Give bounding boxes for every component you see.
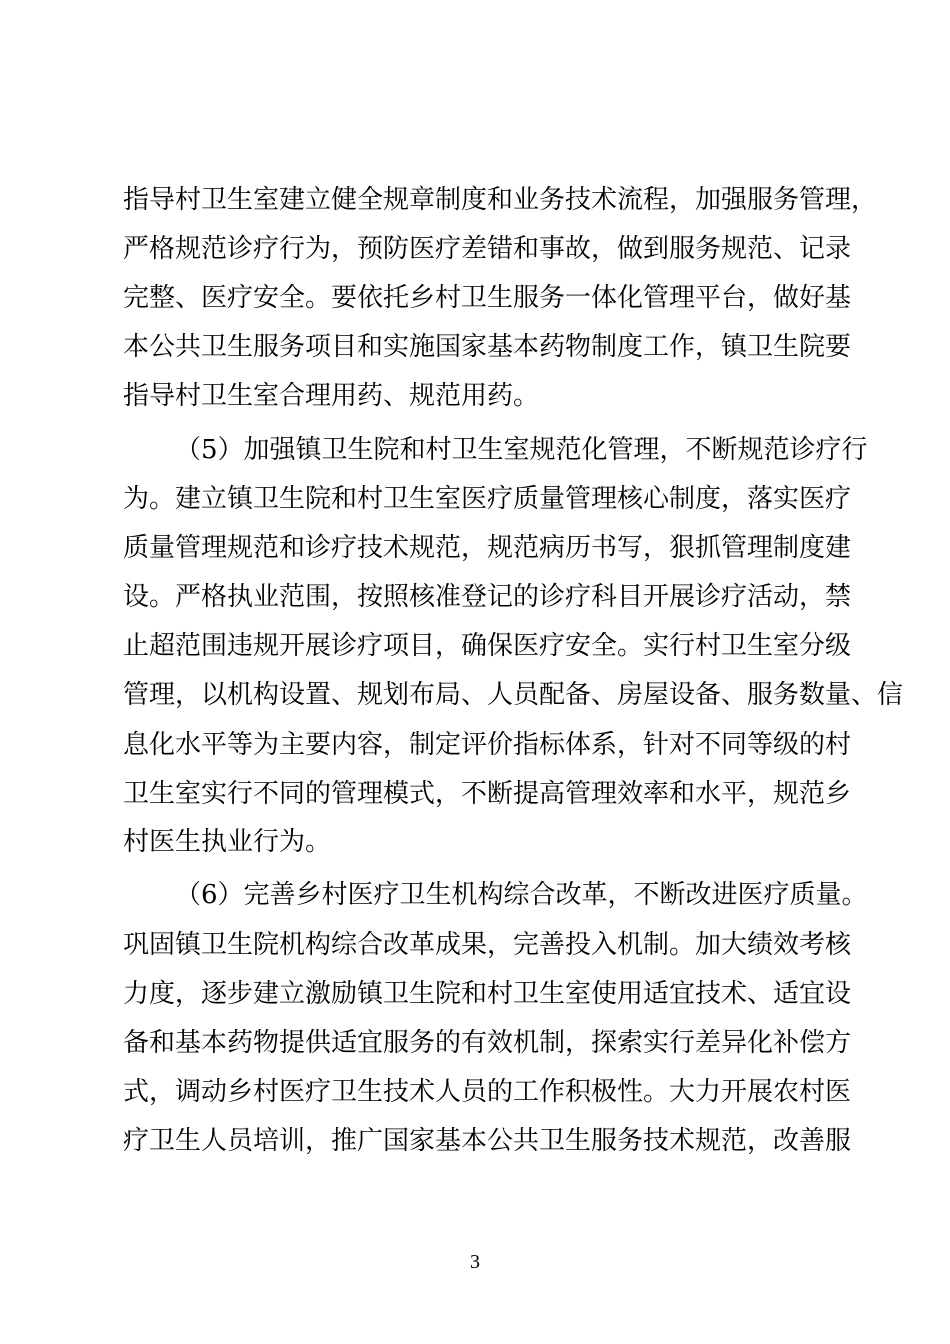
paragraph-line: 式，调动乡村医疗卫生技术人员的工作积极性。大力开展农村医: [123, 1077, 852, 1107]
paragraph-line: 设。严格执业范围，按照核准登记的诊疗科目开展诊疗活动，禁: [123, 582, 852, 612]
paragraph-line: 指导村卫生室合理用药、规范用药。: [123, 381, 540, 411]
paragraph-line: 卫生室实行不同的管理模式，不断提高管理效率和水平，规范乡: [123, 779, 852, 809]
paragraph-line: 村医生执业行为。: [123, 827, 332, 857]
paragraph-line: 备和基本药物提供适宜服务的有效机制，探索实行差异化补偿方: [123, 1028, 852, 1058]
paragraph-line: 质量管理规范和诊疗技术规范，规范病历书写，狠抓管理制度建: [123, 533, 852, 563]
paragraph-line: 管理，以机构设置、规划布局、人员配备、房屋设备、服务数量、信: [123, 680, 904, 710]
paragraph-line: （6）完善乡村医疗卫生机构综合改革，不断改进医疗质量。: [175, 880, 868, 910]
paragraph-line: 疗卫生人员培训，推广国家基本公共卫生服务技术规范，改善服: [123, 1126, 852, 1156]
paragraph-line: 止超范围违规开展诊疗项目，确保医疗安全。实行村卫生室分级: [123, 631, 852, 661]
page-number: 3: [470, 1251, 480, 1273]
paragraph-line: 指导村卫生室建立健全规章制度和业务技术流程，加强服务管理，: [123, 185, 878, 215]
paragraph-line: 严格规范诊疗行为，预防医疗差错和事故，做到服务规范、记录: [123, 234, 852, 264]
paragraph-line: 为。建立镇卫生院和村卫生室医疗质量管理核心制度，落实医疗: [123, 484, 852, 514]
paragraph-line: 巩固镇卫生院机构综合改革成果，完善投入机制。加大绩效考核: [123, 930, 852, 960]
paragraph-line: （5）加强镇卫生院和村卫生室规范化管理，不断规范诊疗行: [175, 435, 868, 465]
paragraph-line: 完整、医疗安全。要依托乡村卫生服务一体化管理平台，做好基: [123, 283, 852, 313]
paragraph-line: 息化水平等为主要内容，制定评价指标体系，针对不同等级的村: [123, 730, 852, 760]
paragraph-line: 力度，逐步建立激励镇卫生院和村卫生室使用适宜技术、适宜设: [123, 979, 852, 1009]
paragraph-line: 本公共卫生服务项目和实施国家基本药物制度工作，镇卫生院要: [123, 332, 852, 362]
